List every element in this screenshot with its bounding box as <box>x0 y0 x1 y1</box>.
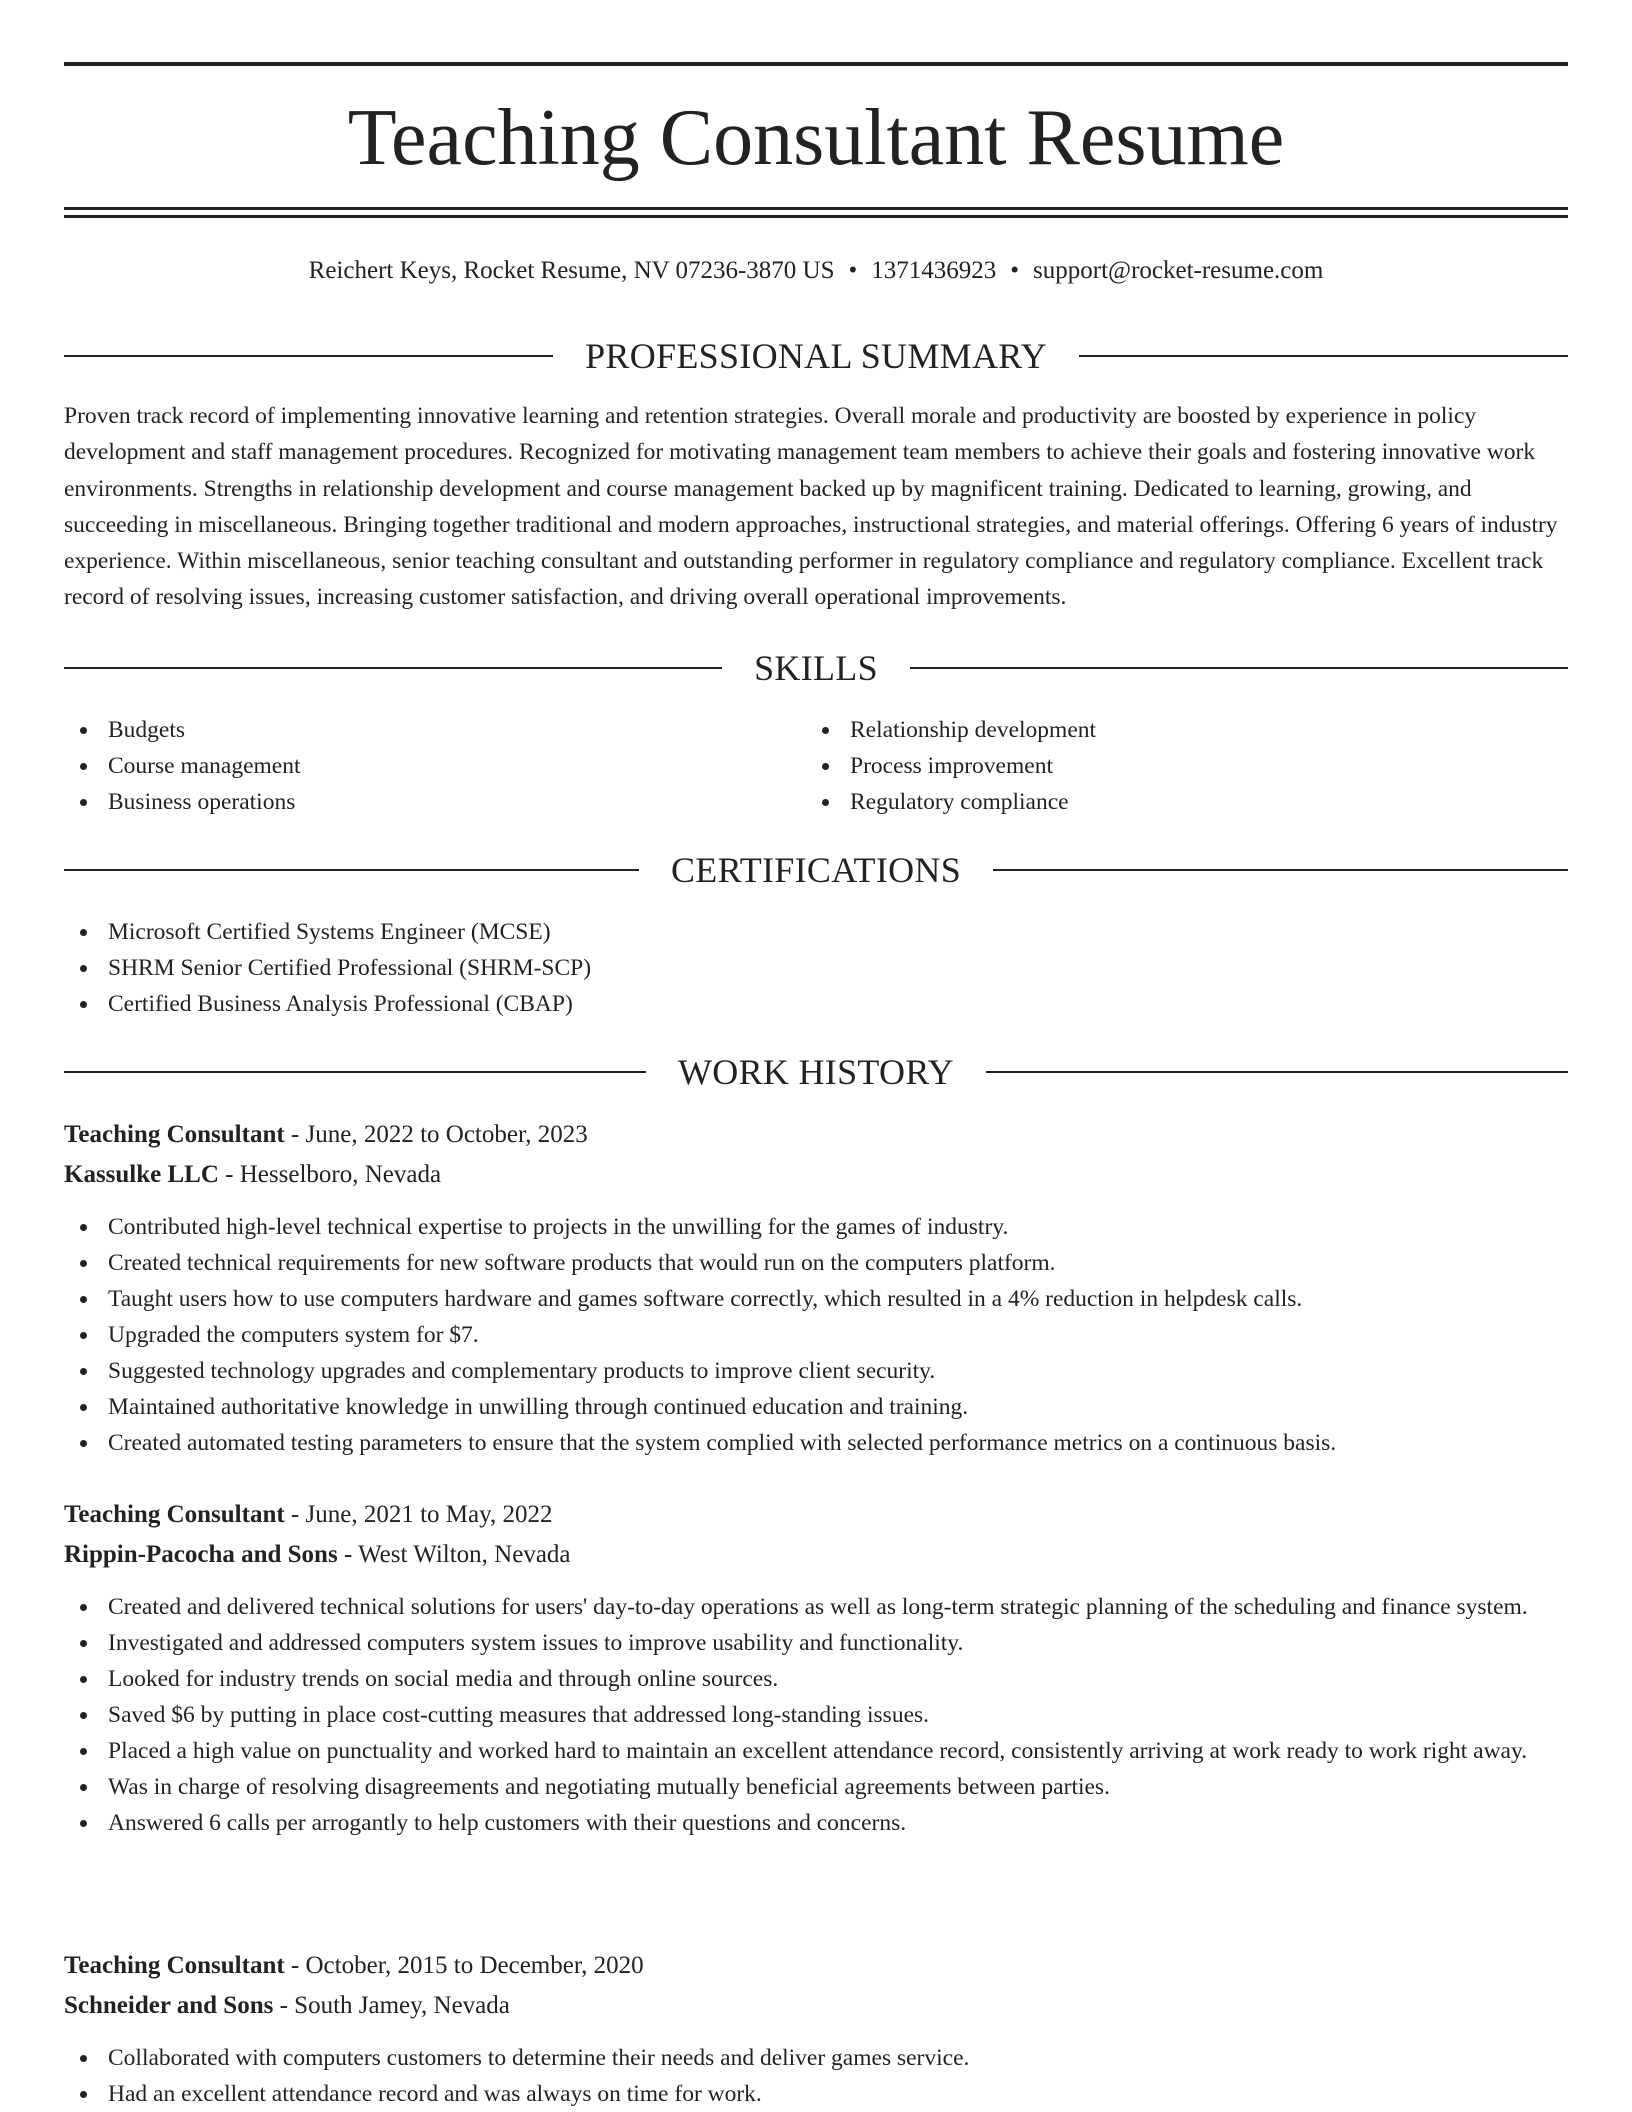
contact-separator: • <box>848 257 858 284</box>
work-history-heading <box>64 1050 1568 1094</box>
heading-rule-right <box>986 1071 1568 1073</box>
job-bullet: Placed a high value on punctuality and worked hard to maintain an excellent attendance record, consistently arriving at work ready to work right away. <box>64 1733 1568 1769</box>
contact-line <box>64 254 1568 288</box>
heading-rule-left <box>64 869 639 871</box>
job-title: Teaching Consultant <box>64 1952 285 1979</box>
job-bullet: Suggested technology upgrades and complementary products to improve client security. <box>64 1353 1568 1389</box>
job-bullet: Looked for industry trends on social media and through online sources. <box>64 1661 1568 1697</box>
skill-item: Course management <box>64 748 804 784</box>
work-history-heading-label: WORK HISTORY <box>678 1052 954 1092</box>
certifications-heading <box>64 848 1568 892</box>
job-dates: - June, 2022 to October, 2023 <box>284 1121 588 1148</box>
heading-rule-right <box>1079 355 1568 357</box>
contact-separator: • <box>1010 257 1020 284</box>
certifications-heading-label: CERTIFICATIONS <box>670 850 962 890</box>
job-bullet: Created automated testing parameters to ensure that the system complied with selected performance metrics on a continuous basis. <box>64 1425 1568 1461</box>
job-bullet: Had an excellent attendance record and was always on time for work. <box>64 2076 1568 2112</box>
job-title: Teaching Consultant <box>64 1501 285 1528</box>
skills-heading-label: SKILLS <box>754 648 878 688</box>
heading-rule-right <box>910 667 1568 669</box>
job-location: - South Jamey, Nevada <box>273 1992 510 2019</box>
job-bullet: Was in charge of resolving disagreements and negotiating mutually beneficial agreements between parties. <box>64 1769 1568 1805</box>
summary-text: Proven track record of implementing innovative learning and retention strategies. Overall morale and productivity are boosted by experience in policy development and staff management procedures. Recognized for motivating management team members to achieve their goals and fostering innovative work environments. Strengths in relationship development and course management backed up by magnificent training. Dedicated to learning, growing, and succeeding in miscellaneous. Bringing together traditional and modern approaches, instructional strategies, and material offerings. Offering 6 years of industry experience. Within miscellaneous, senior teaching consultant and outstanding performer in regulatory compliance and regulatory compliance. Excellent track record of resolving issues, increasing customer satisfaction, and driving overall operational improvements. <box>64 403 1558 611</box>
job-bullet: Created technical requirements for new software products that would run on the computers platform. <box>64 1245 1568 1281</box>
job-bullet: Answered 6 calls per arrogantly to help customers with their questions and concerns. <box>64 1805 1568 1841</box>
job-bullet-list <box>64 1589 1568 1841</box>
job-company-line <box>64 1537 1568 1573</box>
job-dates: - October, 2015 to December, 2020 <box>284 1952 644 1979</box>
job-bullet-list <box>64 1209 1568 1461</box>
job-dates: - June, 2021 to May, 2022 <box>284 1501 553 1528</box>
certification-item: Microsoft Certified Systems Engineer (MCSE) <box>64 914 1568 950</box>
skills-list-left <box>64 712 804 820</box>
certifications-list <box>64 914 1568 1022</box>
summary-heading-label: PROFESSIONAL SUMMARY <box>585 336 1047 376</box>
job-company: Kassulke LLC <box>64 1161 219 1188</box>
job-bullet: Collaborated with computers customers to determine their needs and deliver games service. <box>64 2040 1568 2076</box>
job-location: - West Wilton, Nevada <box>337 1541 571 1568</box>
job-title: Teaching Consultant <box>64 1121 285 1148</box>
summary-heading <box>64 334 1568 378</box>
skill-item: Business operations <box>64 784 804 820</box>
contact-phone: 1371436923 <box>871 257 997 284</box>
skills-list-right <box>806 712 1546 820</box>
heading-rule-left <box>64 355 553 357</box>
contact-email: support@rocket-resume.com <box>1033 257 1324 284</box>
job-title-line <box>64 1117 1568 1153</box>
job-company: Rippin-Pacocha and Sons <box>64 1541 338 1568</box>
job-bullet: Contributed high-level technical expertise to projects in the unwilling for the games of industry. <box>64 1209 1568 1245</box>
skills-heading <box>64 646 1568 690</box>
job-company-line <box>64 1157 1568 1193</box>
job-bullet: Created and delivered technical solutions for users' day-to-day operations as well as long-term strategic planning of the scheduling and finance system. <box>64 1589 1568 1625</box>
job-company-line <box>64 1988 1568 2024</box>
job-company: Schneider and Sons <box>64 1992 274 2019</box>
job-bullet: Investigated and addressed computers system issues to improve usability and functionality. <box>64 1625 1568 1661</box>
certification-item: SHRM Senior Certified Professional (SHRM-SCP) <box>64 950 1568 986</box>
skill-item: Relationship development <box>806 712 1546 748</box>
heading-rule-left <box>64 667 722 669</box>
job-bullet-list <box>64 2040 1568 2112</box>
heading-rule-left <box>64 1071 646 1073</box>
top-rule <box>64 62 1568 66</box>
certification-item: Certified Business Analysis Professional (CBAP) <box>64 986 1568 1022</box>
job-bullet: Saved $6 by putting in place cost-cutting measures that addressed long-standing issues. <box>64 1697 1568 1733</box>
job-bullet: Upgraded the computers system for $7. <box>64 1317 1568 1353</box>
skill-item: Regulatory compliance <box>806 784 1546 820</box>
title-rule-upper <box>64 207 1568 210</box>
skill-item: Budgets <box>64 712 804 748</box>
job-location: - Hesselboro, Nevada <box>218 1161 442 1188</box>
heading-rule-right <box>993 869 1568 871</box>
job-bullet: Maintained authoritative knowledge in unwilling through continued education and training. <box>64 1389 1568 1425</box>
title-rule-lower <box>64 215 1568 218</box>
job-bullet: Taught users how to use computers hardware and games software correctly, which resulted in a 4% reduction in helpdesk calls. <box>64 1281 1568 1317</box>
job-title-line <box>64 1948 1568 1984</box>
job-title-line <box>64 1497 1568 1533</box>
resume-title: Teaching Consultant Resume <box>347 94 1285 182</box>
skill-item: Process improvement <box>806 748 1546 784</box>
contact-address: Reichert Keys, Rocket Resume, NV 07236-3870 US <box>308 257 835 284</box>
